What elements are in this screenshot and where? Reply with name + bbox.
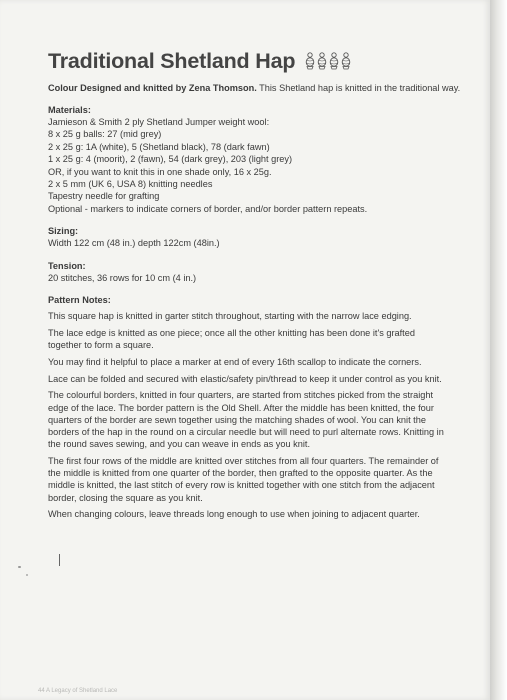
sizing-line: Width 122 cm (48 in.) depth 122cm (48in.) [48,238,220,249]
note-line: This square hap is knitted in garter stitch throughout, starting with the narrow lace edging. [48,311,412,322]
note-line: The lace edge is knitted as one piece; once all the other knitting has been done it's grafted [48,327,415,338]
note-paragraph [48,389,486,450]
note-paragraph [48,310,486,322]
note-line: edge of the lace. The border pattern is the Old Shell. After the middle has been knitted, the four [48,402,434,413]
materials-line: Optional - markers to indicate corners of border, and/or border pattern repeats. [48,203,368,214]
note-paragraph [48,455,486,504]
note-paragraph [48,373,486,385]
document-content [48,46,486,521]
materials-heading: Materials: [48,105,91,115]
materials-list [48,116,486,215]
materials-line: 2 x 25 g: 1A (white), 5 (Shetland black), 78 (dark fawn) [48,141,270,152]
skein-icon [317,52,327,70]
skein-icon [329,52,339,70]
pencil-mark [59,554,60,566]
materials-line: OR, if you want to knit this in one shade only, 16 x 25g. [48,166,272,177]
tension-heading: Tension: [48,260,86,271]
materials-line: 8 x 25 g balls: 27 (mid grey) [48,129,162,140]
intro [48,82,486,94]
note-line: border, closing the square as you knit. [48,492,203,503]
note-line: You may find it helpful to place a marker at end of every 16th scallop to indicate the corners. [48,356,422,367]
intro-text: This Shetland hap is knitted in the traditional way. [256,83,461,93]
page-footer: 44 A Legacy of Shetland Lace [38,688,118,694]
paper-speck [26,574,28,576]
materials-line: 2 x 5 mm (UK 6, USA 8) knitting needles [48,179,213,190]
skein-icon [305,52,315,70]
title-row [48,46,486,76]
note-line: the round saves sewing, and you can weave in ends as you knit. [48,439,311,450]
note-paragraph [48,327,486,351]
skein-icon [341,52,351,70]
page-title: Traditional Shetland Hap [48,48,296,73]
note-paragraph [48,508,486,520]
note-line: quarters of the border are sewn together using the matching shades of wool. You can knit the [48,414,426,425]
pattern-notes-heading: Pattern Notes: [48,295,111,306]
note-paragraph [48,356,486,368]
tension-line: 20 stitches, 36 rows for 10 cm (4 in.) [48,272,197,283]
note-line: The first four rows of the middle are knitted over stitches from all four quarters. The remainder of [48,456,439,467]
note-line: Lace can be folded and secured with elastic/safety pin/thread to keep it under control as you knit. [48,373,442,384]
materials-line: Tapestry needle for grafting [48,191,160,202]
page-edge [490,0,507,700]
paper-speck [18,566,21,568]
designer-credit: Colour Designed and knitted by Zena Thomson. [48,83,257,93]
note-line: borders of the hap in the round on a circular needle but will need to purl alternate rows. Knitting in [48,427,444,438]
materials-line: 1 x 25 g: 4 (moorit), 2 (fawn), 54 (dark grey), 203 (light grey) [48,154,293,165]
note-line: The colourful borders, knitted in four quarters, are started from stitches picked from the straight [48,390,434,401]
difficulty-rating [305,52,351,70]
note-line: When changing colours, leave threads long enough to use when joining to adjacent quarter. [48,509,420,520]
pattern-notes [48,310,486,521]
note-line: together to form a square. [48,340,154,351]
materials-line: Jamieson & Smith 2 ply Shetland Jumper weight wool: [48,117,270,127]
note-line: middle is knitted, the last stitch of every row is knitted together with one stitch from the adjacent [48,480,435,491]
sizing-heading: Sizing: [48,226,79,237]
note-line: the middle is knitted from one quarter of the border, then grafted to the opposite quarter. As the [48,468,433,479]
